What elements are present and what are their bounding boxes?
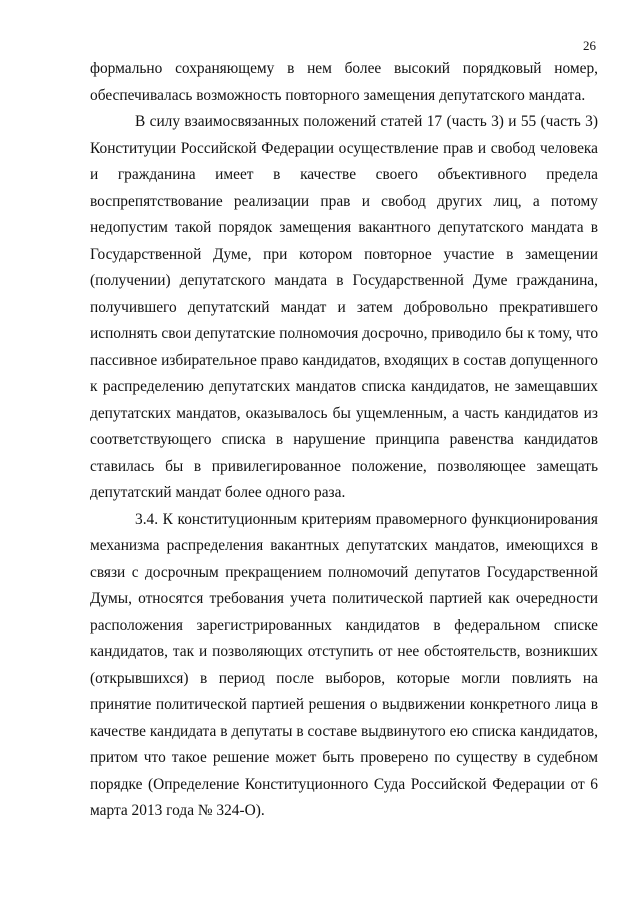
text-line: получившего депутатский мандат и затем добровольно прекратившего bbox=[90, 298, 598, 316]
text-line: Конституции Российской Федерации осуществление прав и свобод человека bbox=[90, 139, 598, 157]
text-line: качестве кандидата в депутаты в составе выдвинутого ею списка кандидатов, bbox=[90, 722, 598, 740]
text-line: притом что такое решение может быть проверено по существу в судебном bbox=[90, 749, 598, 766]
text-line: марта 2013 года № 324-О). bbox=[90, 802, 265, 819]
text-line: (получении) депутатского мандата в Государственной Думе гражданина, bbox=[90, 272, 598, 289]
text-line: связи с досрочным прекращением полномочий депутатов Государственной bbox=[90, 563, 598, 581]
text-line: пассивное избирательное право кандидатов, входящих в состав допущенного bbox=[90, 351, 598, 369]
text-line: депутатский мандат более одного раза. bbox=[90, 484, 346, 501]
text-line: ставилась бы в привилегированное положение, позволяющее замещать bbox=[90, 457, 598, 475]
text-line: расположения зарегистрированных кандидатов в федеральном списке bbox=[90, 616, 598, 634]
text-line: кандидатов, так и позволяющих отступить от нее обстоятельств, возникших bbox=[90, 643, 598, 660]
page-number: 26 bbox=[583, 38, 596, 53]
text-line: Государственной Думе, при котором повторное участие в замещении bbox=[90, 245, 598, 263]
text-line: порядке (Определение Конституционного Суда Российской Федерации от 6 bbox=[90, 775, 598, 793]
body-text bbox=[90, 56, 598, 825]
text-line: Думы, относятся требования учета политической партией как очередности bbox=[90, 590, 598, 607]
text-line: (открывшихся) в период после выборов, которые могли повлиять на bbox=[90, 669, 598, 687]
text-line: исполнять свои депутатские полномочия досрочно, приводило бы к тому, что bbox=[90, 325, 599, 342]
text-line: к распределению депутатских мандатов списка кандидатов, не замещавших bbox=[90, 378, 598, 395]
text-line: недопустим такой порядок замещения вакантного депутатского мандата в bbox=[90, 219, 598, 236]
text-line: и гражданина имеет в качестве своего объективного предела bbox=[90, 166, 598, 183]
text-line: 3.4. К конституционным критериям правомерного функционирования bbox=[135, 510, 598, 528]
text-line: принятие политической партией решения о выдвижении конкретного лица в bbox=[90, 696, 598, 713]
text-line: обеспечивалась возможность повторного замещения депутатского мандата. bbox=[90, 86, 586, 104]
text-line: В силу взаимосвязанных положений статей 17 (часть 3) и 55 (часть 3) bbox=[135, 113, 598, 130]
text-line: формально сохраняющему в нем более высокий порядковый номер, bbox=[90, 60, 598, 77]
text-line: воспрепятствование реализации прав и свобод других лиц, а потому bbox=[90, 192, 598, 210]
text-line: депутатских мандатов, оказывалось бы ущемленным, а часть кандидатов из bbox=[90, 404, 598, 422]
text-line: соответствующего списка в нарушение принципа равенства кандидатов bbox=[90, 431, 598, 448]
text-line: механизма распределения вакантных депутатских мандатов, имеющихся в bbox=[90, 537, 598, 554]
